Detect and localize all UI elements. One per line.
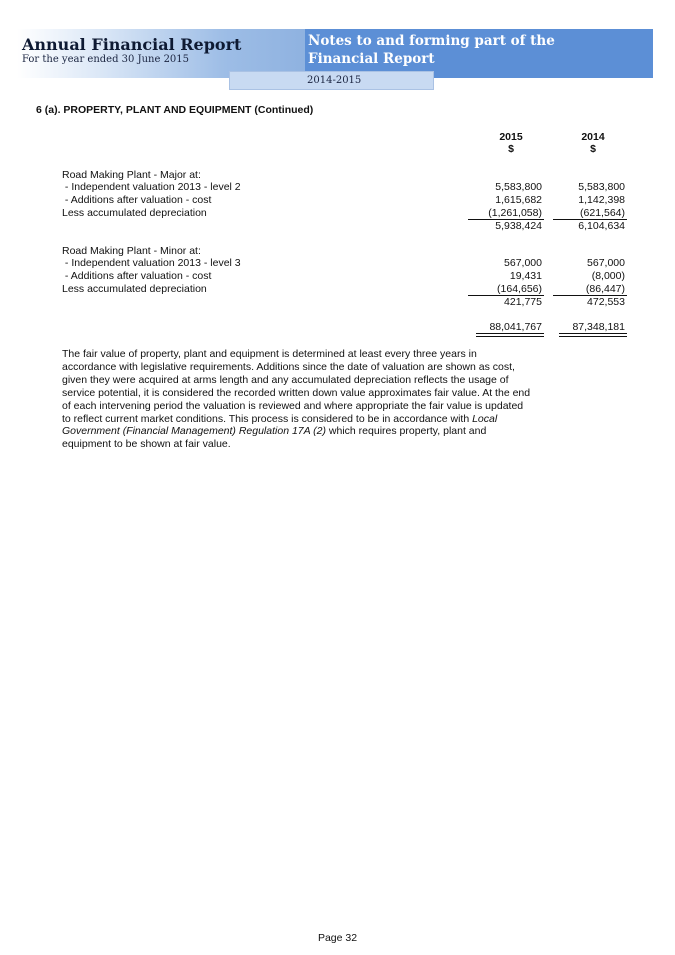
table-cell-2014: (621,564) [580, 207, 625, 219]
grand-total-2015: 88,041,767 [489, 321, 542, 333]
column-year: 2015 [499, 131, 523, 143]
grand-total-double-rule [476, 333, 544, 337]
paragraph-text: The fair value of property, plant and equipment is determined at least every three years in accordance with legislative requirements. Additions since the date of valuation are shown as cost, given they were acquired at arms length and any accumulated depreciation reflects the usage of service potential, it is considered the recorded written down value approximates fair value. At the end of each intervening period the valuation is reviewed and where appropriate the fair value is updated to reflect current market conditions. This process is considered to be in accordance with [62, 348, 531, 425]
note-heading: 6 (a). PROPERTY, PLANT AND EQUIPMENT (Continued) [36, 104, 314, 116]
table-cell-2014: 1,142,398 [578, 194, 625, 206]
table-row-label: Less accumulated depreciation [62, 207, 207, 219]
period-bar [229, 71, 434, 90]
report-subtitle: For the year ended 30 June 2015 [22, 54, 190, 65]
table-row-label: Less accumulated depreciation [62, 283, 207, 295]
minor-subtotal-2014: 472,553 [587, 296, 625, 308]
table-cell-2015: 19,431 [509, 270, 542, 282]
table-cell-2015: (164,656) [497, 283, 542, 295]
grand-total-2014: 87,348,181 [572, 321, 625, 333]
major-subtotal-2014: 6,104,634 [578, 220, 625, 232]
major-section-label: Road Making Plant - Major at: [62, 169, 201, 181]
column-header-2015 [481, 131, 541, 155]
table-row-label: - Independent valuation 2013 - level 2 [62, 181, 241, 193]
section-title: Notes to and forming part of the Financial Report [308, 33, 555, 67]
period-label: 2014-2015 [307, 75, 362, 86]
page-number: Page 32 [317, 932, 358, 944]
minor-subtotal-2015: 421,775 [504, 296, 542, 308]
grand-total-double-rule [559, 333, 627, 337]
table-cell-2014: 5,583,800 [578, 181, 625, 193]
table-cell-2015: 5,583,800 [495, 181, 542, 193]
table-row-label: - Additions after valuation - cost [62, 270, 212, 282]
table-cell-2014: (86,447) [585, 283, 625, 295]
table-cell-2015: 567,000 [504, 257, 542, 269]
table-cell-2015: (1,261,058) [488, 207, 542, 219]
regulation-reference: Local Government (Financial Management) Regulation 17A (2) [62, 412, 498, 438]
table-cell-2014: (8,000) [591, 270, 625, 282]
column-unit: $ [590, 143, 596, 155]
minor-section-label: Road Making Plant - Minor at: [62, 245, 201, 257]
column-header-2014 [563, 131, 623, 155]
paragraph-text-end: which requires property, plant and equipment to be shown at fair value. [62, 425, 487, 451]
major-subtotal-2015: 5,938,424 [495, 220, 542, 232]
table-cell-2014: 567,000 [587, 257, 625, 269]
column-unit: $ [508, 143, 514, 155]
report-title: Annual Financial Report [22, 35, 242, 54]
table-row-label: - Additions after valuation - cost [62, 194, 212, 206]
column-year: 2014 [581, 131, 605, 143]
fair-value-paragraph [62, 348, 532, 451]
table-row-label: - Independent valuation 2013 - level 3 [62, 257, 241, 269]
table-cell-2015: 1,615,682 [495, 194, 542, 206]
